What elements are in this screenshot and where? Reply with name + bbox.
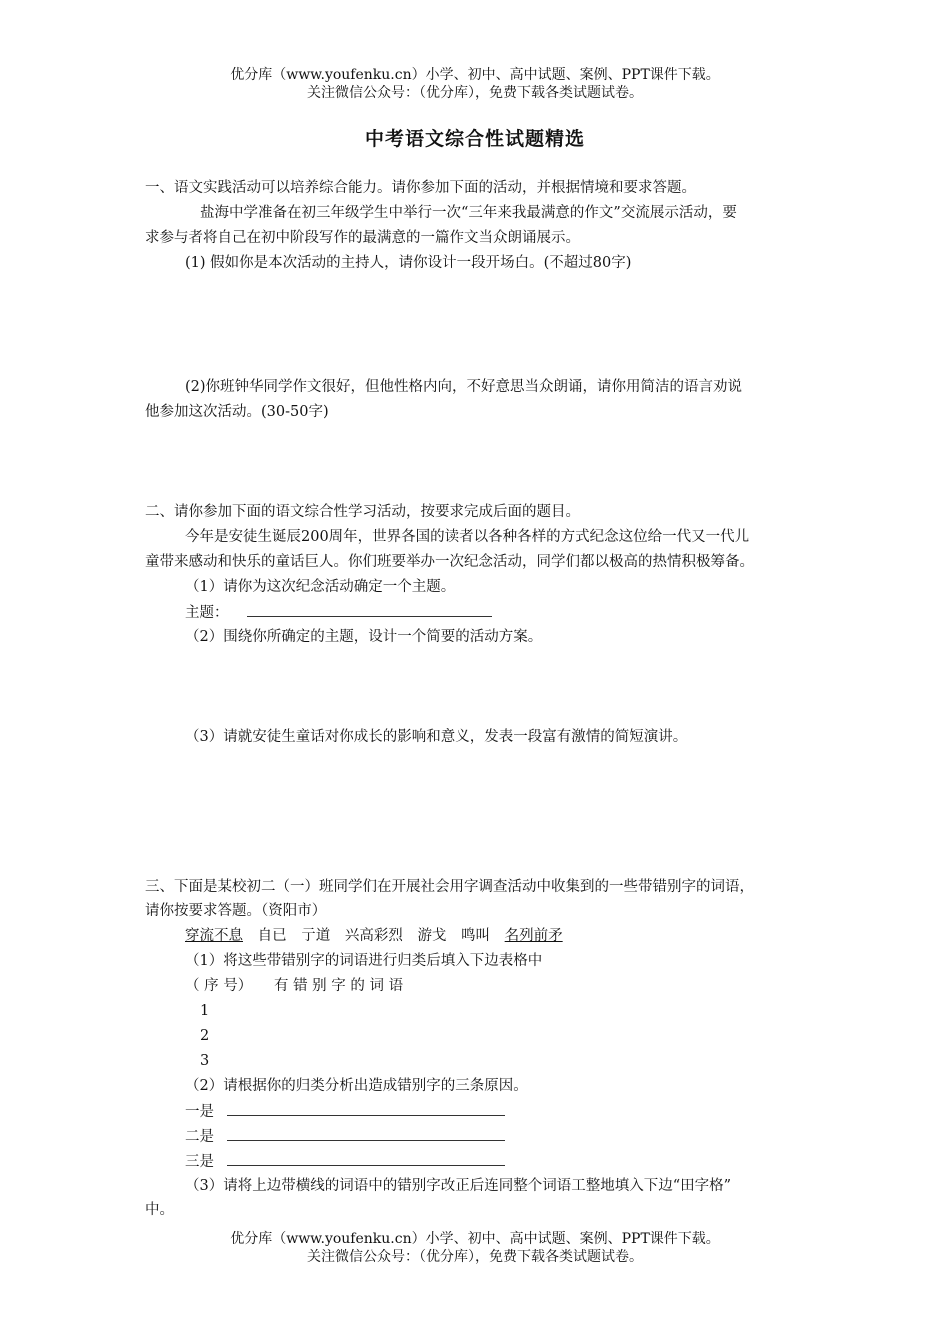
q3-table-header: （ 序 号） 有 错 别 字 的 词 语 xyxy=(185,978,404,994)
q2-sub-question-1: （1）请你为这次纪念活动确定一个主题。 xyxy=(185,579,456,595)
q3-reason-1-label: 一是 xyxy=(185,1104,214,1120)
q2-sub-question-2: （2）围绕你所确定的主题，设计一个简要的活动方案。 xyxy=(185,629,543,645)
q3-reason-1-blank[interactable] xyxy=(227,1101,505,1116)
word-item-underlined: 名列前矛 xyxy=(504,928,563,944)
word-item-underlined: 穿流不息 xyxy=(185,928,243,944)
q3-reason-3-line xyxy=(185,1151,505,1172)
q3-reason-1-line xyxy=(185,1101,505,1122)
q1-intro-line-1: 盐海中学准备在初三年级学生中举行一次“三年来我最满意的作文”交流展示活动，要 xyxy=(200,205,737,221)
header-line-2: 关注微信公众号：（优分库），免费下载各类试题试卷。 xyxy=(307,85,643,101)
word-item: 游戈 xyxy=(417,928,447,944)
q2-heading: 二、请你参加下面的语文综合性学习活动，按要求完成后面的题目。 xyxy=(145,504,580,520)
q3-sub-question-3-line-1: （3）请将上边带横线的词语中的错别字改正后连同整个词语工整地填入下边“田字格” xyxy=(185,1178,732,1194)
q2-theme-line xyxy=(185,602,492,623)
q1-sub-question-2-line-1: (2)你班钟华同学作文很好，但他性格内向，不好意思当众朗诵，请你用简洁的语言劝说 xyxy=(185,379,743,395)
q3-heading-line-1: 三、下面是某校初二（一）班同学们在开展社会用字调查活动中收集到的一些带错别字的词语， xyxy=(145,879,754,895)
q3-reason-2-line xyxy=(185,1126,505,1147)
q2-sub-question-3: （3）请就安徒生童话对你成长的影响和意义，发表一段富有激情的简短演讲。 xyxy=(185,729,688,745)
page-title: 中考语文综合性试题精选 xyxy=(364,128,585,150)
q2-intro-line-2: 童带来感动和快乐的童话巨人。你们班要举办一次纪念活动，同学们都以极高的热情积极筹备。 xyxy=(145,554,754,570)
q3-heading-line-2: 请你按要求答题。（资阳市） xyxy=(145,903,327,919)
q3-sub-question-3-line-2: 中。 xyxy=(145,1202,174,1218)
q3-reason-3-blank[interactable] xyxy=(227,1151,505,1166)
q3-table-row-3: 3 xyxy=(200,1053,210,1069)
q1-heading: 一、语文实践活动可以培养综合能力。请你参加下面的活动，并根据情境和要求答题。 xyxy=(145,180,696,196)
q3-reason-2-label: 二是 xyxy=(185,1129,214,1145)
q2-theme-answer-blank[interactable] xyxy=(247,602,492,617)
q1-sub-question-1: (1) 假如你是本次活动的主持人，请你设计一段开场白。(不超过80字) xyxy=(185,255,632,271)
footer-line-2: 关注微信公众号：（优分库），免费下载各类试题试卷。 xyxy=(307,1249,643,1265)
word-item: 亍道 xyxy=(301,928,331,944)
page-header xyxy=(0,66,950,102)
q3-word-list xyxy=(185,926,573,946)
q2-intro-line-1: 今年是安徒生诞辰200周年，世界各国的读者以各种各样的方式纪念这位给一代又一代儿 xyxy=(185,529,750,545)
q1-sub-question-2-line-2: 他参加这次活动。(30-50字) xyxy=(145,404,329,420)
q1-intro-line-2: 求参与者将自己在初中阶段写作的最满意的一篇作文当众朗诵展示。 xyxy=(145,230,580,246)
q3-sub-question-2: （2）请根据你的归类分析出造成错别字的三条原因。 xyxy=(185,1078,528,1094)
q2-theme-label: 主题： xyxy=(185,605,229,621)
word-item: 鸣叫 xyxy=(461,928,491,944)
header-line-1: 优分库（www.youfenku.cn）小学、初中、高中试题、案例、PPT课件下载。 xyxy=(230,67,720,83)
footer-line-1: 优分库（www.youfenku.cn）小学、初中、高中试题、案例、PPT课件下载。 xyxy=(230,1231,720,1247)
q3-reason-3-label: 三是 xyxy=(185,1154,214,1170)
q3-reason-2-blank[interactable] xyxy=(227,1126,505,1141)
q3-table-row-1: 1 xyxy=(200,1003,210,1019)
q3-sub-question-1: （1）将这些带错别字的词语进行归类后填入下边表格中 xyxy=(185,953,543,969)
word-item: 兴高彩烈 xyxy=(344,928,403,944)
page-footer xyxy=(0,1230,950,1266)
word-item: 自已 xyxy=(257,928,287,944)
q3-table-row-2: 2 xyxy=(200,1028,210,1044)
